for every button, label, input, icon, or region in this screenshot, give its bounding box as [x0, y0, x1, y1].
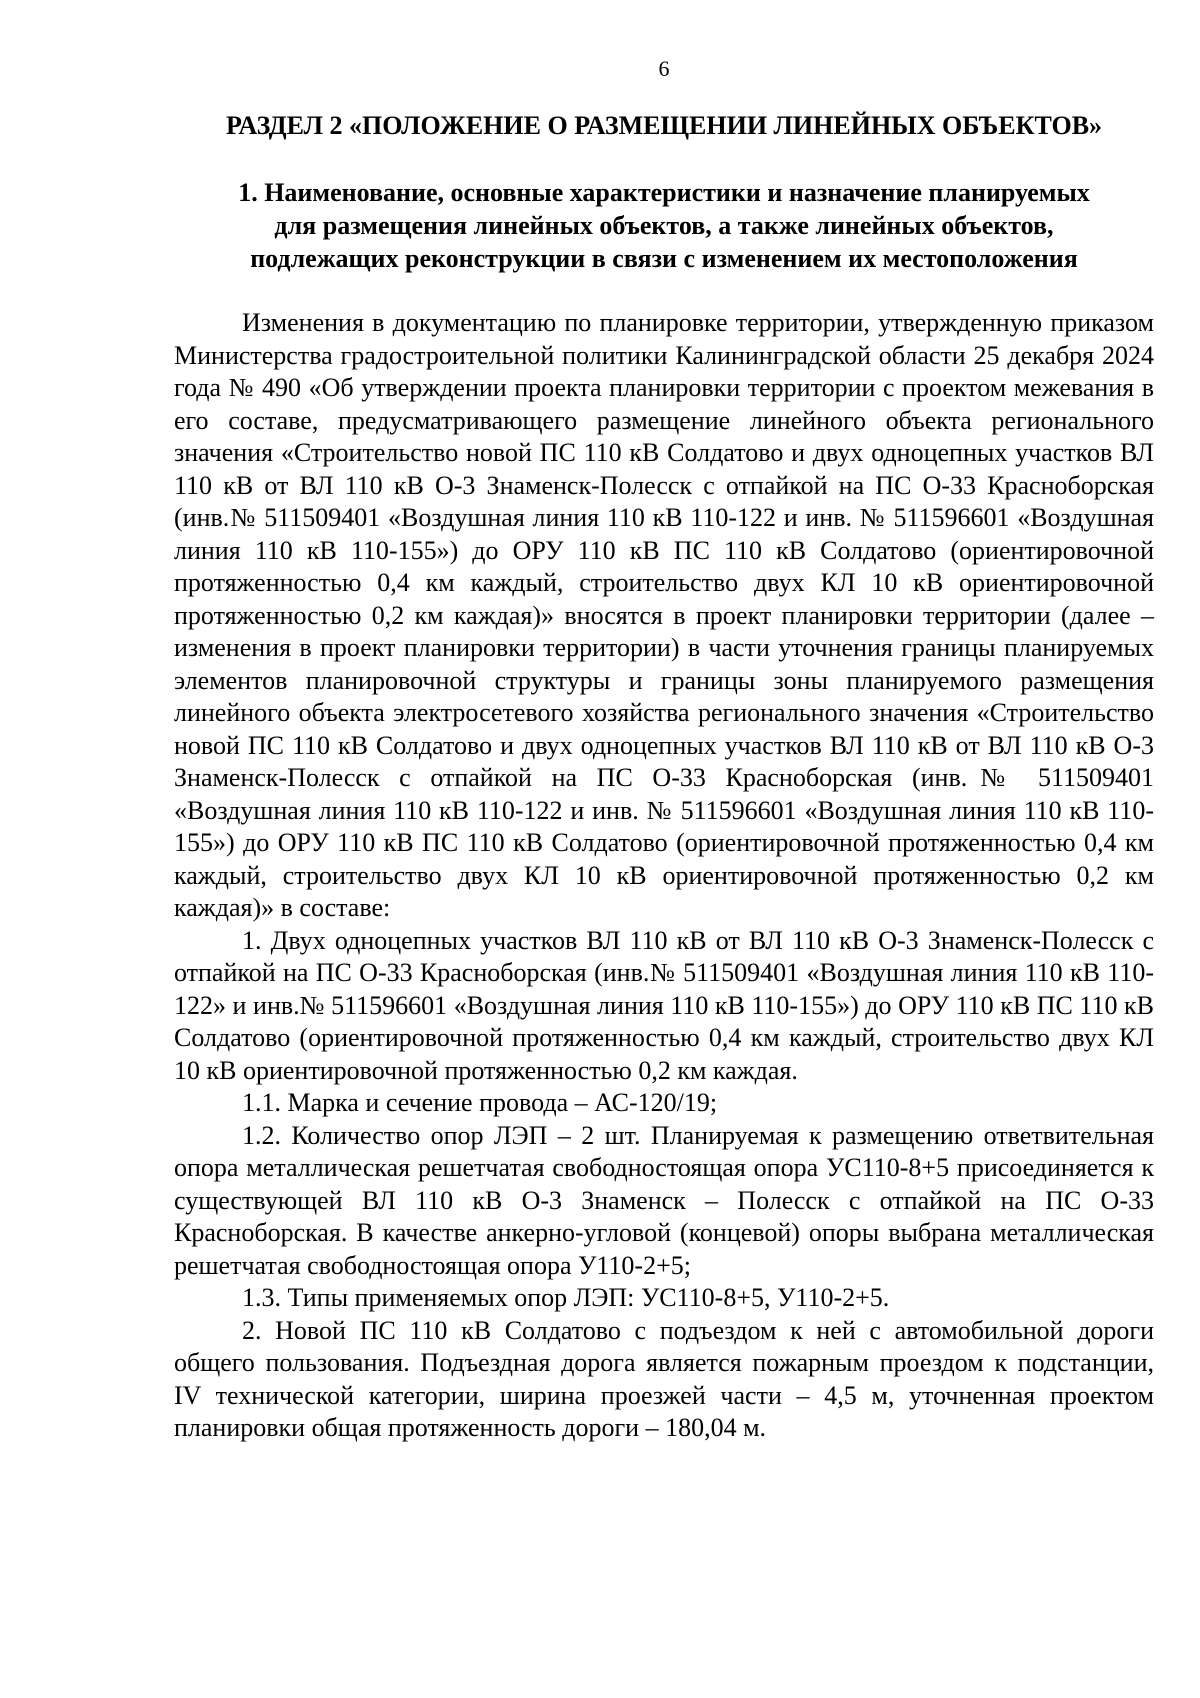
list-item-1-2: 1.2. Количество опор ЛЭП – 2 шт. Планируемая к размещению ответвительная опора металлическая решетчатая свободностоящая опора УС110-8+5 присоединяется к существующей ВЛ 110 кВ О-3 Знаменск – Полесск с отпайкой на ПС О-33 Красноборская. В качестве анкерно-угловой (концевой) опоры выбрана металлическая решетчатая свободностоящая опора У110-2+5; [174, 1120, 1154, 1280]
subsection-heading [174, 176, 1154, 275]
document-page [174, 56, 1154, 1445]
list-item-1-1: 1.1. Марка и сечение провода – АС-120/19; [242, 1088, 718, 1117]
heading-line: подлежащих реконструкции в связи с изменением их местоположения [250, 244, 1078, 273]
section-title: РАЗДЕЛ 2 «ПОЛОЖЕНИЕ О РАЗМЕЩЕНИИ ЛИНЕЙНЫХ ОБЪЕКТОВ» [225, 111, 1103, 140]
document-body [174, 307, 1154, 1445]
heading-line: 1. Наименование, основные характеристики и назначение планируемых [238, 178, 1090, 207]
heading-line: для размещения линейных объектов, а также линейных объектов, [274, 211, 1054, 240]
list-item-1-3: 1.3. Типы применяемых опор ЛЭП: УС110-8+5, У110-2+5. [242, 1283, 890, 1312]
list-item-1: 1. Двух одноцепных участков ВЛ 110 кВ от ВЛ 110 кВ О-3 Знаменск-Полесск с отпайкой на ПС О-33 Красноборская (инв.№ 511509401 «Воздушная линия 110 кВ 110-122» и инв.№ 511596601 «Воздушная линия 110 кВ 110-155») до ОРУ 110 кВ ПС 110 кВ Солдатово (ориентировочной протяженностью 0,4 км каждый, строительство двух КЛ 10 кВ ориентировочной протяженностью 0,2 км каждая. [174, 925, 1154, 1085]
page-number: 6 [658, 56, 670, 81]
list-item-2: 2. Новой ПС 110 кВ Солдатово с подъездом к ней с автомобильной дороги общего пользования. Подъездная дорога является пожарным проездом к подстанции, IV технической категории, ширина проезжей части – 4,5 м, уточненная проектом планировки общая протяженность дороги – 180,04 м. [174, 1315, 1154, 1442]
intro-paragraph: Изменения в документацию по планировке территории, утвержденную приказом Министерства градостроительной политики Калининградской области 25 декабря 2024 года № 490 «Об утверждении проекта планировки территории с проектом межевания в его составе, предусматривающего размещение линейного объекта регионального значения «Строительство новой ПС 110 кВ Солдатово и двух одноцепных участков ВЛ 110 кВ от ВЛ 110 кВ О-3 Знаменск-Полесск с отпайкой на ПС О-33 Красноборская (инв.№ 511509401 «Воздушная линия 110 кВ 110-122 и инв. № 511596601 «Воздушная линия 110 кВ 110-155») до ОРУ 110 кВ ПС 110 кВ Солдатово (ориентировочной протяженностью 0,4 км каждый, строительство двух КЛ 10 кВ ориентировочной протяженностью 0,2 км каждая)» вносятся в проект планировки территории (далее – изменения в проект планировки территории) в части уточнения границы планируемых элементов планировочной структуры и границы зоны планируемого размещения линейного объекта электросетевого хозяйства регионального значения «Строительство новой ПС 110 кВ Солдатово и двух одноцепных участков ВЛ 110 кВ от ВЛ 110 кВ О-3 Знаменск-Полесск с отпайкой на ПС О-33 Красноборская (инв.№ 511509401 «Воздушная линия 110 кВ 110-122 и инв. № 511596601 «Воздушная линия 110 кВ 110-155») до ОРУ 110 кВ ПС 110 кВ Солдатово (ориентировочной протяженностью 0,4 км каждый, строительство двух КЛ 10 кВ ориентировочной протяженностью 0,2 км каждая)» в составе: [174, 308, 1154, 922]
